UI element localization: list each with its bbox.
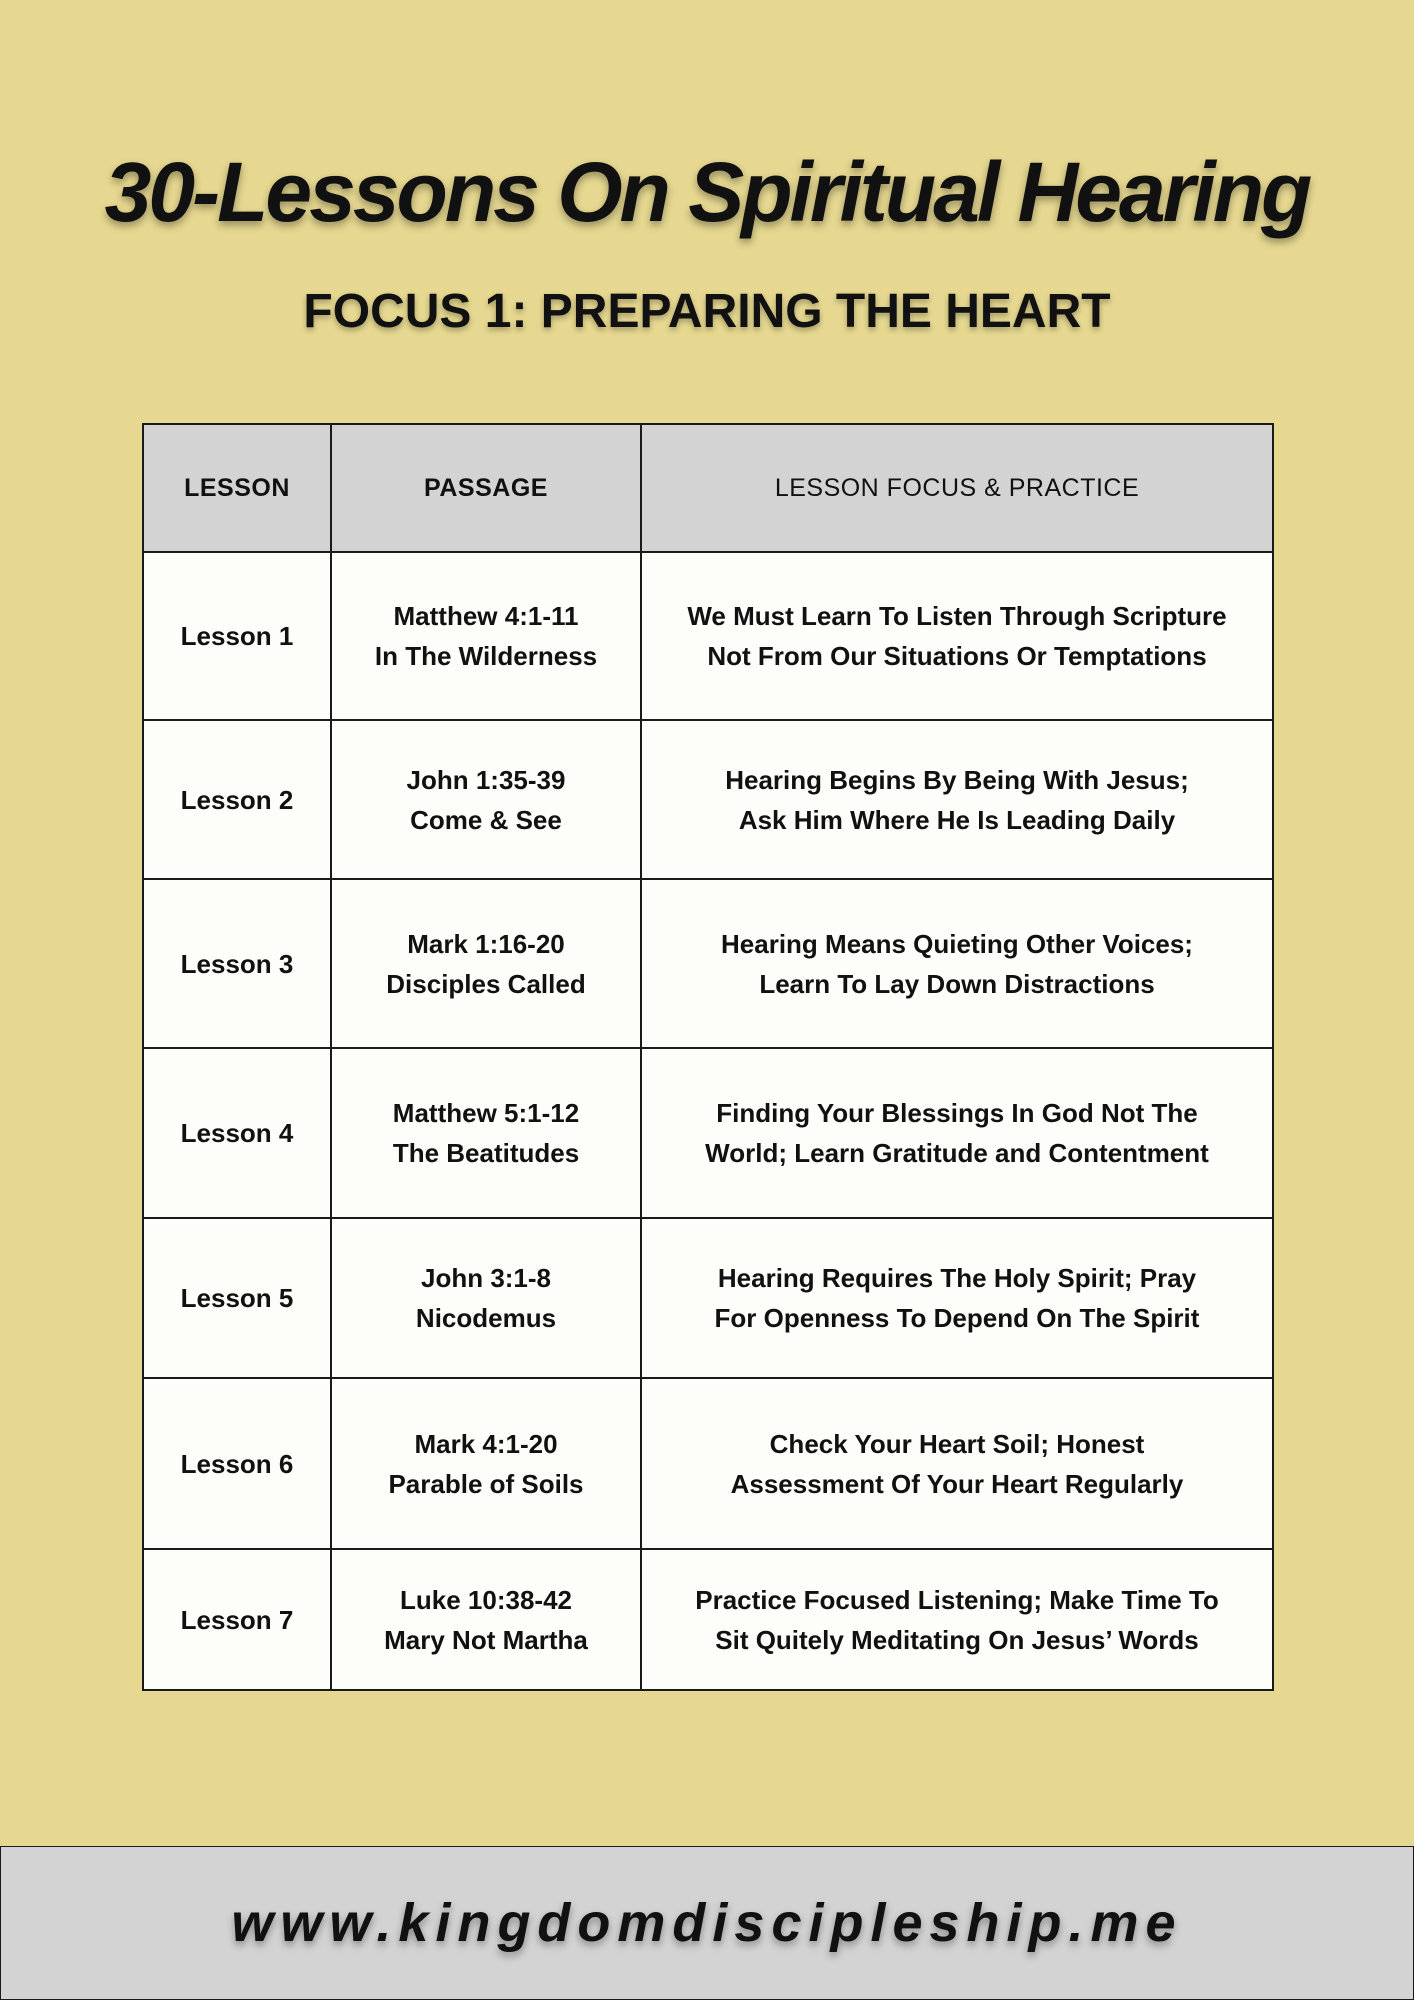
header-lesson: LESSON <box>143 424 331 552</box>
focus-subtitle: FOCUS 1: PREPARING THE HEART <box>303 285 1111 338</box>
passage-title: In The Wilderness <box>374 641 598 671</box>
header-passage: PASSAGE <box>331 424 641 552</box>
lessons-table <box>142 423 1274 1691</box>
passage-title: Nicodemus <box>415 1303 557 1333</box>
focus-cell <box>641 879 1273 1048</box>
passage-cell <box>331 879 641 1048</box>
lesson-cell: Lesson 6 <box>143 1378 331 1549</box>
focus-text-line: Assessment Of Your Heart Regularly <box>730 1468 1184 1499</box>
lesson-cell: Lesson 3 <box>143 879 331 1048</box>
passage-title: Disciples Called <box>386 968 586 999</box>
focus-text-line: We Must Learn To Listen Through Scripture <box>687 601 1227 631</box>
passage-title: The Beatitudes <box>392 1138 580 1168</box>
focus-text-line: Sit Quitely Meditating On Jesus’ Words <box>715 1624 1199 1655</box>
passage-reference: Mark 1:16-20 <box>407 928 565 959</box>
footer-bar <box>0 1846 1414 2000</box>
passage-cell <box>331 1218 641 1378</box>
lesson-cell: Lesson 4 <box>143 1048 331 1218</box>
header-row <box>143 424 1273 552</box>
focus-text-line: Not From Our Situations Or Temptations <box>707 641 1207 671</box>
focus-text-line: Hearing Begins By Being With Jesus; <box>725 764 1189 795</box>
focus-text-line: World; Learn Gratitude and Contentment <box>705 1138 1209 1168</box>
focus-text-line: Ask Him Where He Is Leading Daily <box>738 804 1176 835</box>
header-focus-practice: LESSON FOCUS & PRACTICE <box>641 424 1273 552</box>
focus-text-line: Check Your Heart Soil; Honest <box>769 1428 1145 1459</box>
focus-cell <box>641 720 1273 879</box>
table-row <box>143 720 1273 879</box>
passage-title: Come & See <box>410 804 562 835</box>
website-url: www.kingdomdiscipleship.me <box>231 1893 1183 1953</box>
passage-cell <box>331 720 641 879</box>
passage-reference: John 1:35-39 <box>406 764 566 795</box>
focus-cell <box>641 1378 1273 1549</box>
passage-reference: Matthew 5:1-12 <box>392 1098 580 1128</box>
table-row <box>143 552 1273 720</box>
table-row <box>143 879 1273 1048</box>
focus-cell <box>641 552 1273 720</box>
passage-title: Parable of Soils <box>388 1468 584 1499</box>
table-row <box>143 1549 1273 1690</box>
passage-cell <box>331 1378 641 1549</box>
passage-cell <box>331 1048 641 1218</box>
focus-cell <box>641 1048 1273 1218</box>
table-row <box>143 1378 1273 1549</box>
focus-text-line: For Openness To Depend On The Spirit <box>714 1303 1200 1333</box>
focus-cell <box>641 1218 1273 1378</box>
focus-text-line: Hearing Means Quieting Other Voices; <box>721 928 1193 959</box>
table-header <box>143 424 1273 552</box>
passage-reference: Luke 10:38-42 <box>400 1584 572 1615</box>
passage-cell <box>331 1549 641 1690</box>
lesson-cell: Lesson 7 <box>143 1549 331 1690</box>
focus-text-line: Practice Focused Listening; Make Time To <box>695 1584 1219 1615</box>
passage-reference: John 3:1-8 <box>420 1263 552 1293</box>
table-row <box>143 1048 1273 1218</box>
passage-reference: Mark 4:1-20 <box>414 1428 558 1459</box>
table-body <box>143 552 1273 1690</box>
page-title: 30-Lessons On Spiritual Hearing <box>104 145 1310 239</box>
passage-title: Mary Not Martha <box>384 1624 588 1655</box>
focus-cell <box>641 1549 1273 1690</box>
focus-text-line: Finding Your Blessings In God Not The <box>716 1098 1198 1128</box>
lesson-cell: Lesson 1 <box>143 552 331 720</box>
lesson-cell: Lesson 2 <box>143 720 331 879</box>
focus-text-line: Learn To Lay Down Distractions <box>759 968 1155 999</box>
lesson-cell: Lesson 5 <box>143 1218 331 1378</box>
passage-reference: Matthew 4:1-11 <box>393 601 579 631</box>
focus-text-line: Hearing Requires The Holy Spirit; Pray <box>717 1263 1197 1293</box>
table-row <box>143 1218 1273 1378</box>
passage-cell <box>331 552 641 720</box>
